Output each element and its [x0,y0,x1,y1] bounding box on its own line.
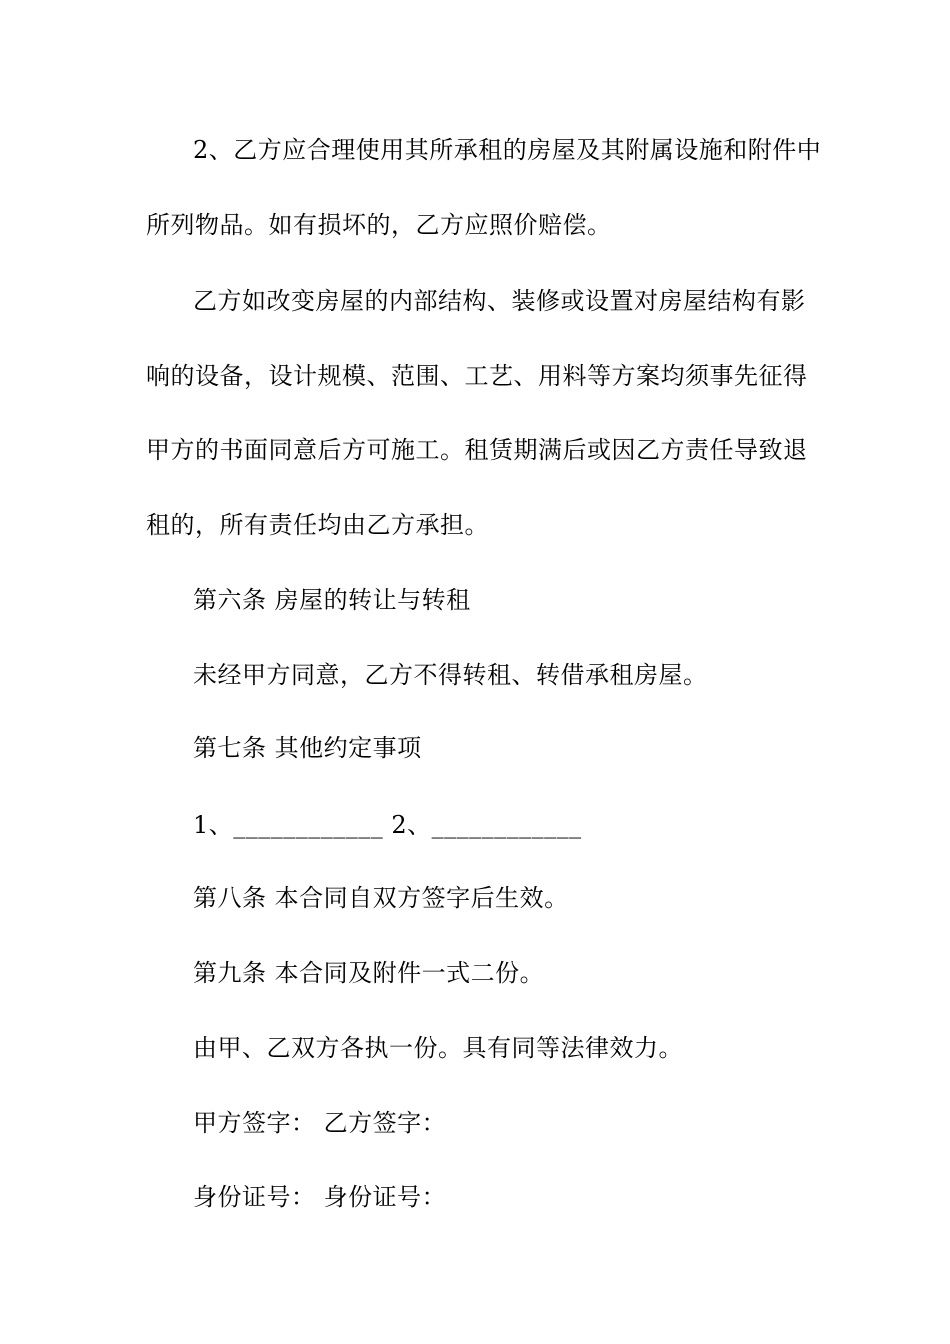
article-seven-heading: 第七条 其他约定事项 [193,734,422,762]
article-six-text: 未经甲方同意，乙方不得转租、转借承租房屋。 [193,661,708,689]
other-items-blanks: 1、____________ 2、____________ [193,811,582,839]
paragraph-line-2: 所列物品。如有损坏的，乙方应照价赔偿。 [146,211,612,239]
copies-statement: 由甲、乙双方各执一份。具有同等法律效力。 [193,1034,683,1062]
paragraph-line-6: 租的，所有责任均由乙方承担。 [146,511,489,539]
paragraph-line-4: 响的设备，设计规模、范围、工艺、用料等方案均须事先征得 [146,362,808,390]
paragraph-line-5: 甲方的书面同意后方可施工。租赁期满后或因乙方责任导致退 [146,436,808,464]
article-eight: 第八条 本合同自双方签字后生效。 [193,884,569,912]
paragraph-line-1: 2、乙方应合理使用其所承租的房屋及其附属设施和附件中 [193,136,822,164]
article-nine: 第九条 本合同及附件一式二份。 [193,959,545,987]
signature-line: 甲方签字： 乙方签字： [193,1109,447,1137]
paragraph-line-3: 乙方如改变房屋的内部结构、装修或设置对房屋结构有影 [193,287,806,315]
id-number-line: 身份证号： 身份证号： [193,1183,447,1211]
article-six-heading: 第六条 房屋的转让与转租 [193,586,471,614]
